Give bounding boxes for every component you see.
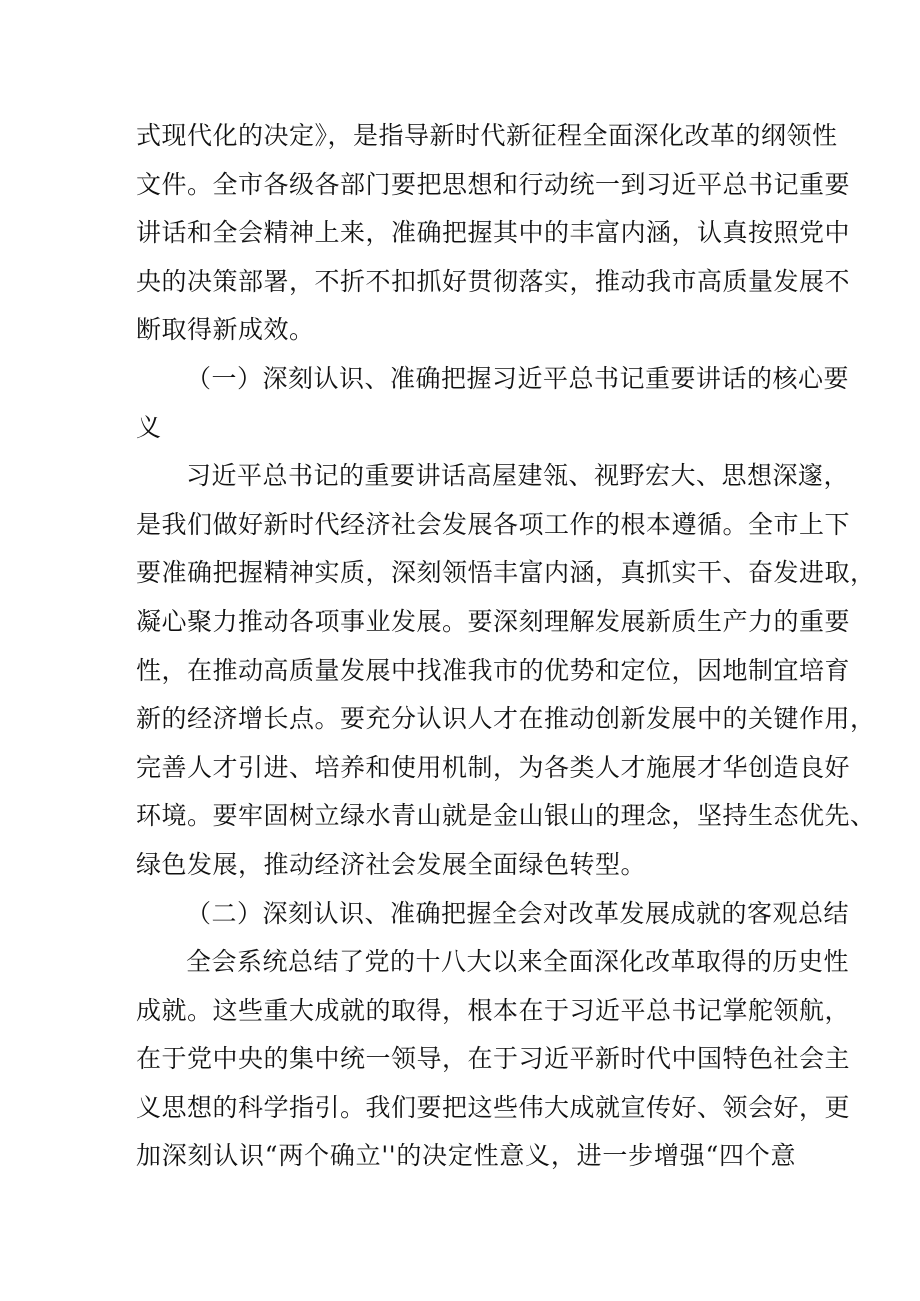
text-line: 在于党中央的集中统一领导，在于习近平新时代中国特色社会主 xyxy=(136,1044,851,1074)
text-line: 凝心聚力推动各项事业发展。要深刻理解发展新质生产力的重要 xyxy=(136,606,851,636)
text-line: 性，在推动高质量发展中找准我市的优势和定位，因地制宜培育 xyxy=(136,655,851,685)
text-line: （二）深刻认识、准确把握全会对改革发展成就的客观总结 xyxy=(186,898,850,928)
text-line: 是我们做好新时代经济社会发展各项工作的根本遵循。全市上下 xyxy=(136,509,851,539)
section-heading xyxy=(136,890,850,939)
text-line: （一）深刻认识、准确把握习近平总书记重要讲话的核心要 xyxy=(186,363,850,393)
text-line: 义思想的科学指引。我们要把这些伟大成就宣传好、领会好，更 xyxy=(136,1092,851,1122)
paragraph xyxy=(136,452,876,889)
text-line: 绿色发展，推动经济社会发展全面绿色转型。 xyxy=(136,849,647,879)
text-line: 习近平总书记的重要讲话高屋建瓴、视野宏大、思想深邃， xyxy=(186,461,850,491)
text-line: 讲话和全会精神上来，准确把握其中的丰富内涵，认真按照党中 xyxy=(136,218,851,248)
text-line: 断取得新成效。 xyxy=(136,315,315,345)
document-body xyxy=(136,112,876,1181)
paragraph xyxy=(136,112,851,355)
text-line: 全会系统总结了党的十八大以来全面深化改革取得的历史性 xyxy=(186,947,850,977)
text-line: 要准确把握精神实质，深刻领悟丰富内涵，真抓实干、奋发进取， xyxy=(136,558,876,588)
text-line: 央的决策部署，不折不扣抓好贯彻落实，推动我市高质量发展不 xyxy=(136,266,851,296)
text-line: 新的经济增长点。要充分认识人才在推动创新发展中的关键作用， xyxy=(136,704,876,734)
text-line: 义 xyxy=(136,412,162,442)
text-line: 完善人才引进、培养和使用机制，为各类人才施展才华创造良好 xyxy=(136,752,851,782)
text-line: 式现代化的决定》，是指导新时代新征程全面深化改革的纲领性 xyxy=(136,121,838,150)
text-line: 文件。全市各级各部门要把思想和行动统一到习近平总书记重要 xyxy=(136,169,851,199)
paragraph xyxy=(136,938,851,1181)
text-line: 环境。要牢固树立绿水青山就是金山银山的理念，坚持生态优先、 xyxy=(136,801,876,831)
section-heading xyxy=(136,355,850,452)
text-line: 加深刻认识“两个确立''的决定性意义，进一步增强“四个意 xyxy=(136,1141,796,1171)
text-line: 成就。这些重大成就的取得，根本在于习近平总书记掌舵领航， xyxy=(136,995,851,1025)
